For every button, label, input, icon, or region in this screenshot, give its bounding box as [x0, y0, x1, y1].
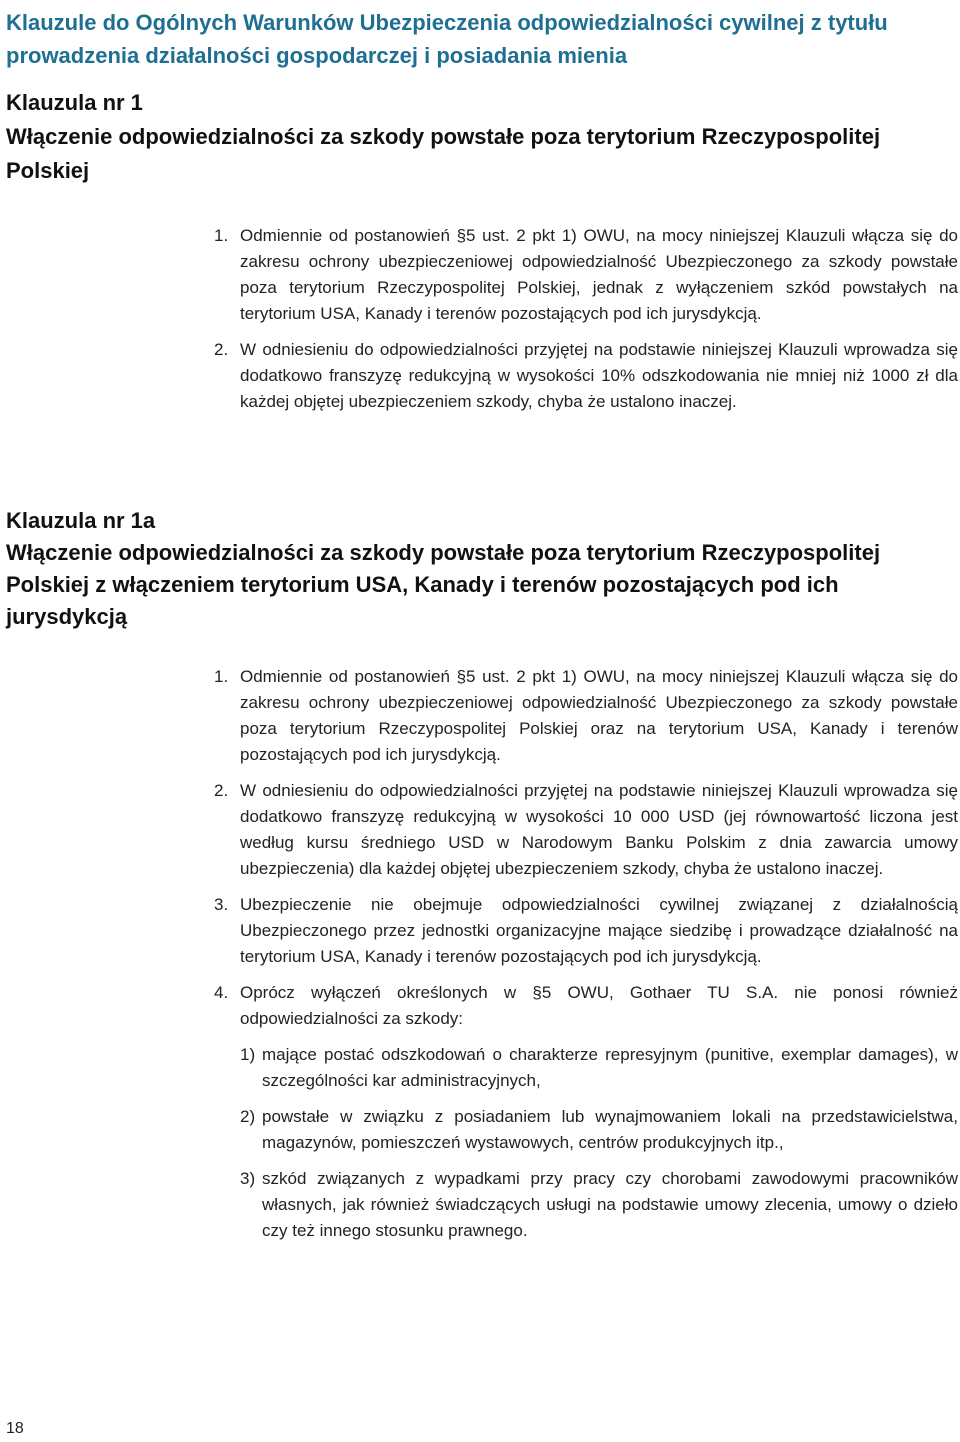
- list-item-number: 1.: [214, 667, 229, 686]
- clause-1a-list: [214, 664, 958, 1244]
- list-item-text: Odmiennie od postanowień §5 ust. 2 pkt 1) OWU, na mocy niniejszej Klauzuli włącza się do zakresu ochrony ubezpieczeniowej odpowiedzialność Ubezpieczonego za szkody powstałe poza terytorium Rzeczypospolitej Polskiej oraz na terytorium USA, Kanady i terenów pozostających pod ich jurysdykcją.: [240, 667, 958, 764]
- list-item: [214, 892, 958, 970]
- list-item-text: Oprócz wyłączeń określonych w §5 OWU, Gothaer TU S.A. nie ponosi również odpowiedzialności za szkody:: [240, 983, 958, 1028]
- document-title: Klauzule do Ogólnych Warunków Ubezpieczenia odpowiedzialności cywilnej z tytułu prowadzenia działalności gospodarczej i posiadania mienia: [6, 10, 888, 68]
- list-item-text: Odmiennie od postanowień §5 ust. 2 pkt 1) OWU, na mocy niniejszej Klauzuli włącza się do zakresu ochrony ubezpieczeniowej odpowiedzialność Ubezpieczonego za szkody powstałe poza terytorium Rzeczypospolitej Polskiej, jednak z wyłączeniem szkód powstałych na terytorium USA, Kanady i terenów pozostających pod ich jurysdykcją.: [240, 226, 958, 323]
- list-item-number: 2.: [214, 340, 229, 359]
- sublist-item-number: 2): [240, 1107, 256, 1126]
- sublist-item-number: 1): [240, 1045, 256, 1064]
- list-item: [214, 223, 958, 327]
- clause-1a-label: Klauzula nr 1a: [6, 508, 156, 533]
- sublist-item: [240, 1042, 958, 1094]
- exclusions-sublist: [240, 1042, 958, 1244]
- clause-1-title: Włączenie odpowiedzialności za szkody powstałe poza terytorium Rzeczypospolitej Polskiej: [6, 124, 881, 183]
- list-item: [214, 980, 958, 1244]
- clause-1-label: Klauzula nr 1: [6, 90, 143, 115]
- clause-1-list: [214, 223, 958, 415]
- sublist-item-text: mające postać odszkodowań o charakterze represyjnym (punitive, exemplar damages), w szczególności kar administracyjnych,: [262, 1045, 958, 1090]
- list-item-text: W odniesieniu do odpowiedzialności przyjętej na podstawie niniejszej Klauzuli wprowadza się dodatkowo franszyzę redukcyjną w wysokości 10 000 USD (jej równowartość liczona jest według kursu średniego USD w Narodowym Banku Polskim z dnia zawarcia umowy ubezpieczenia) dla każdej objętej ubezpieczeniem szkody, chyba że ustalono inaczej.: [240, 781, 958, 878]
- list-item-number: 3.: [214, 895, 229, 914]
- sublist-item-number: 3): [240, 1169, 256, 1188]
- list-item-number: 2.: [214, 781, 229, 800]
- clause-1a-title: Włączenie odpowiedzialności za szkody powstałe poza terytorium Rzeczypospolitej Polskiej z włączeniem terytorium USA, Kanady i terenów pozostających pod ich jurysdykcją: [6, 540, 881, 629]
- list-item: [214, 664, 958, 768]
- list-item: [214, 337, 958, 415]
- sublist-item-text: szkód związanych z wypadkami przy pracy czy chorobami zawodowymi pracowników własnych, jak również świadczących usługi na podstawie umowy zlecenia, umowy o dzieło czy też innego stosunku prawnego.: [262, 1169, 958, 1240]
- list-item: [214, 778, 958, 882]
- clause-1a-heading: [6, 505, 951, 633]
- page-number: 18: [6, 1420, 24, 1437]
- clause-1-heading: [6, 86, 951, 188]
- sublist-item: [240, 1104, 958, 1156]
- list-item-text: Ubezpieczenie nie obejmuje odpowiedzialności cywilnej związanej z działalnością Ubezpieczonego przez jednostki organizacyjne mające siedzibę i prowadzące działalność na terytorium USA, Kanady i terenów pozostających pod ich jurysdykcją.: [240, 895, 958, 966]
- sublist-item-text: powstałe w związku z posiadaniem lub wynajmowaniem lokali na przedstawicielstwa, magazynów, pomieszczeń wystawowych, centrów produkcyjnych itp.,: [262, 1107, 958, 1152]
- list-item-number: 1.: [214, 226, 229, 245]
- list-item-text: W odniesieniu do odpowiedzialności przyjętej na podstawie niniejszej Klauzuli wprowadza się dodatkowo franszyzę redukcyjną w wysokości 10% odszkodowania nie mniej niż 1000 zł dla każdej objętej ubezpieczeniem szkody, chyba że ustalono inaczej.: [240, 340, 958, 411]
- sublist-item: [240, 1166, 958, 1244]
- list-item-number: 4.: [214, 983, 229, 1002]
